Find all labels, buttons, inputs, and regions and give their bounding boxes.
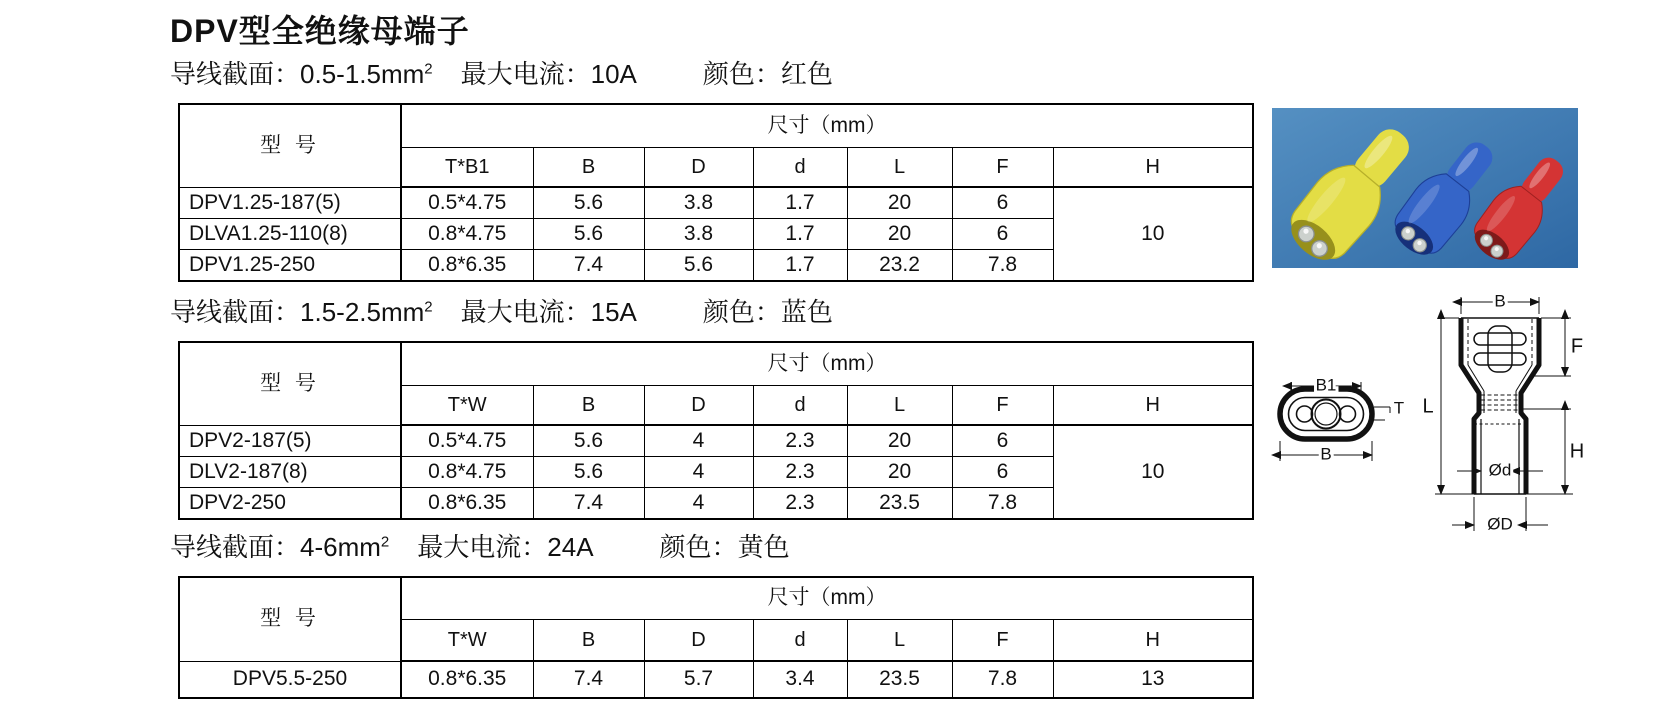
label-d-big: ØD [1487,514,1513,534]
table-cell: 3.8 [644,219,753,250]
label-d-small: Ød [1488,460,1512,480]
h-merged-cell: 10 [1053,425,1253,519]
table-cell: 7.4 [533,250,644,282]
table-cell: 3.4 [753,661,847,698]
label-b-bottom: B [1320,444,1332,464]
table-cell: 0.8*6.35 [401,250,533,282]
table-cell: 0.8*6.35 [401,488,533,520]
table-cell: 5.6 [644,250,753,282]
model-header: 型 号 [179,104,401,187]
column-header: F [952,148,1053,188]
model-header: 型 号 [179,342,401,425]
h-merged-cell: 10 [1053,187,1253,281]
column-header: B [533,386,644,426]
table-cell: 6 [952,457,1053,488]
table-cell: 2.3 [753,425,847,457]
model-cell: DPV2-250 [179,488,401,520]
label-f: F [1570,335,1584,358]
table-cell: 3.8 [644,187,753,219]
conductor-label: 导线截面： [170,297,301,327]
table-cell: 7.4 [533,661,644,698]
column-header: B [533,620,644,662]
column-header: D [644,148,753,188]
table-cell: 0.8*4.75 [401,219,533,250]
table-cell: 23.2 [847,250,952,282]
model-cell: DPV1.25-250 [179,250,401,282]
conductor-value: 1.5-2.5mm [300,297,425,327]
current-value: 24A [547,532,594,562]
table-cell: 0.8*6.35 [401,661,533,698]
table-cell: 7.8 [952,661,1053,698]
current-label: 最大电流： [460,59,591,89]
column-header: d [753,620,847,662]
conductor-value: 0.5-1.5mm [300,59,425,89]
dim-header: 尺寸（mm） [401,577,1253,620]
table-cell: 20 [847,425,952,457]
column-header: F [952,386,1053,426]
table-cell: 7.8 [952,488,1053,520]
table-cell: 1.7 [753,219,847,250]
label-b-top: B [1494,291,1506,311]
table-cell: 7.8 [952,250,1053,282]
table-cell: 20 [847,187,952,219]
column-header: d [753,386,847,426]
column-header: L [847,620,952,662]
column-header: T*W [401,620,533,662]
table-cell: 1.7 [753,250,847,282]
table-cell: 5.6 [533,425,644,457]
table-cell: 5.7 [644,661,753,698]
color-label: 颜色： [702,297,781,327]
table-cell: 20 [847,219,952,250]
table-cell: 4 [644,425,753,457]
spec-line-3 [170,527,790,564]
table-cell: 6 [952,425,1053,457]
table-cell: 5.6 [533,457,644,488]
table-cell: 6 [952,219,1053,250]
current-label: 最大电流： [460,297,591,327]
conductor-sup: 2 [424,60,433,78]
dimension-diagram [1225,283,1625,543]
table-row [179,661,1253,698]
front-view [1435,297,1573,534]
color-label: 颜色： [659,532,738,562]
table-cell: 2.3 [753,488,847,520]
color-label: 颜色： [702,59,781,89]
product-photo [1272,108,1578,268]
model-cell: DPV2-187(5) [179,425,401,457]
color-value: 黄色 [737,532,790,562]
table-cell: 23.5 [847,661,952,698]
table-cell: 1.7 [753,187,847,219]
column-header: d [753,148,847,188]
label-h: H [1569,440,1585,463]
table-cell: 2.3 [753,457,847,488]
column-header: T*B1 [401,148,533,188]
dim-header: 尺寸（mm） [401,104,1253,148]
model-cell: DLVA1.25-110(8) [179,219,401,250]
conductor-sup: 2 [380,533,390,551]
column-header: H [1053,386,1253,426]
table-row [179,425,1253,457]
dimension-table-1 [178,103,1254,282]
spec-line-1 [170,54,833,91]
column-header: T*W [401,386,533,426]
table-cell: 5.6 [533,187,644,219]
conductor-label: 导线截面： [170,59,301,89]
model-cell: DPV5.5-250 [179,661,401,698]
model-cell: DLV2-187(8) [179,457,401,488]
table-cell: 0.8*4.75 [401,457,533,488]
color-value: 蓝色 [780,297,833,327]
model-cell: DPV1.25-187(5) [179,187,401,219]
table-cell: 6 [952,187,1053,219]
h-cell: 13 [1053,661,1253,698]
current-label: 最大电流： [417,532,548,562]
label-b1: B1 [1315,375,1337,395]
page-title: DPV型全绝缘母端子 [170,13,470,49]
dimension-table-3 [178,576,1254,699]
conductor-label: 导线截面： [170,532,301,562]
table-cell: 7.4 [533,488,644,520]
table-cell: 0.5*4.75 [401,187,533,219]
table-cell: 5.6 [533,219,644,250]
column-header: H [1053,620,1253,662]
column-header: B [533,148,644,188]
color-value: 红色 [780,59,833,89]
model-header: 型 号 [179,577,401,661]
column-header: D [644,620,753,662]
current-value: 10A [590,59,637,89]
conductor-value: 4-6mm [300,532,381,562]
column-header: H [1053,148,1253,188]
column-header: L [847,148,952,188]
label-t: T [1393,398,1405,418]
table-cell: 23.5 [847,488,952,520]
column-header: D [644,386,753,426]
table-cell: 20 [847,457,952,488]
table-cell: 0.5*4.75 [401,425,533,457]
spec-line-2 [170,292,833,329]
dim-header: 尺寸（mm） [401,342,1253,386]
dimension-table-2 [178,341,1254,520]
column-header: L [847,386,952,426]
column-header: F [952,620,1053,662]
conductor-sup: 2 [424,298,433,316]
table-cell: 4 [644,457,753,488]
table-row [179,187,1253,219]
current-value: 15A [590,297,637,327]
table-cell: 4 [644,488,753,520]
label-l: L [1422,395,1434,418]
